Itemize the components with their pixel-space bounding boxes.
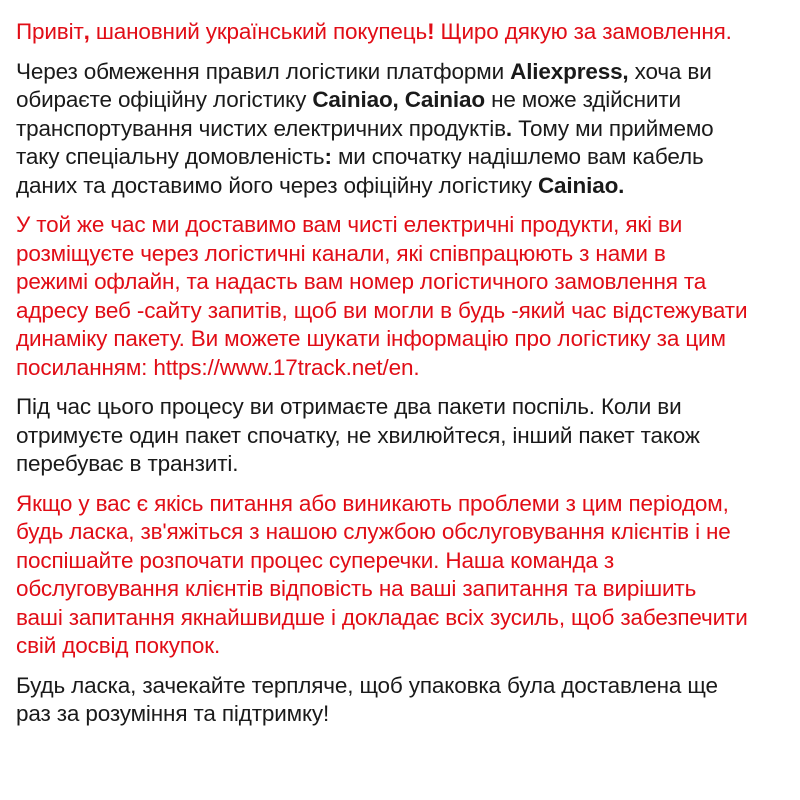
greeting-line [16,18,790,47]
support-line: ваші запитання якнайшвидше і докладає всіх зусиль, щоб забезпечити [16,604,748,630]
logistics-line-5 [16,172,790,201]
offline-line: розміщуєте через логістичні канали, які співпрацюють з нами в [16,240,666,266]
offline-link-line [16,354,790,383]
logistics-paragraph [16,58,790,201]
two-packages-line: перебуває в транзиті. [16,451,239,476]
logistics-text: обираєте офіційну логістику [16,87,313,112]
brand-cainiao: Cainiao, Cainiao [312,87,485,112]
logistics-period: . [505,115,513,141]
logistics-line-4 [16,143,790,172]
logistics-line-1 [16,58,790,87]
brand-aliexpress: Aliexpress, [510,58,629,84]
tracking-link: https://www.17track.net/en. [153,354,420,380]
greeting-paragraph [16,18,790,47]
logistics-line-3 [16,115,790,144]
logistics-text: ми спочатку надішлемо вам кабель [331,144,704,169]
greeting-exclamation: ! [427,19,435,44]
brand-cainiao: Cainiao. [537,172,625,198]
logistics-text: даних та доставимо його через офіційну логістику [16,172,538,198]
logistics-text: не може здійснити [484,87,681,112]
two-packages-line: отримуєте один пакет спочатку, не хвилюйтеся, інший пакет також [16,422,700,448]
closing-line: раз за розуміння та підтримку! [16,701,330,726]
logistics-text: таку спеціальну домовленість [16,144,325,169]
support-line: Якщо у вас є якісь питання або виникають проблеми з цим періодом, [16,490,729,516]
offline-text: посиланням: [16,354,154,380]
closing-line: Будь ласка, зачекайте терпляче, щоб упаковка була доставлена ще [16,672,718,698]
logistics-text: хоча ви [628,58,712,84]
logistics-text: Через обмеження правил логістики платформи [16,58,511,84]
two-packages-line: Під час цього процесу ви отримаєте два пакети поспіль. Коли ви [16,394,682,419]
offline-line: адресу веб -сайту запитів, щоб ви могли в будь -який час відстежувати [16,297,748,323]
offline-line: У той же час ми доставимо вам чисті електричні продукти, які ви [16,212,683,237]
support-line: свій досвід покупок. [16,633,221,658]
logistics-text: Тому ми приймемо [512,115,714,141]
offline-paragraph [16,211,790,382]
two-packages-paragraph [16,393,790,479]
support-line: будь ласка, зв'яжіться з нашою службою обслуговування клієнтів і не [16,519,731,544]
greeting-text-1: Привіт [16,19,84,44]
greeting-text-3: Щиро дякую за замовлення. [434,19,732,44]
greeting-text-2: шановний український покупець [89,19,428,44]
logistics-line-2 [16,86,790,115]
support-paragraph [16,490,790,661]
closing-paragraph [16,672,790,729]
support-line: обслуговування клієнтів відповість на ваші запитання та вирішить [16,576,697,601]
greeting-comma: , [83,19,90,44]
logistics-colon: : [324,144,332,169]
support-line: поспішайте розпочати процес суперечки. Наша команда з [16,547,615,573]
logistics-text: транспортування чистих електричних продуктів [16,115,506,141]
offline-line: режимі офлайн, та надасть вам номер логістичного замовлення та [16,269,707,294]
offline-line: динаміку пакету. Ви можете шукати інформацію про логістику за цим [16,326,726,351]
